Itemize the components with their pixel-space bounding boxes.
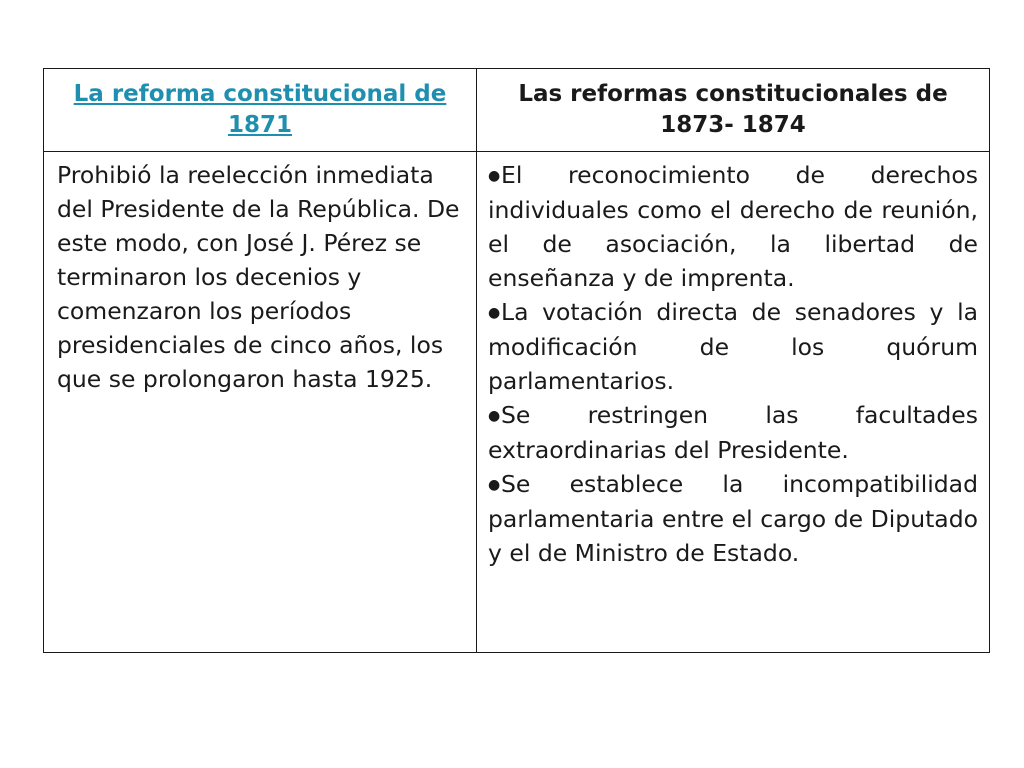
list-item [488, 158, 978, 295]
reform-1871-link[interactable]: La reforma constitucional de 1871 [73, 81, 447, 138]
header-cell-left [44, 69, 477, 152]
reform-1871-description: Prohibió la reelección inmediata del Presidente de la República. De este modo, con José J. Pérez se terminaron los decenios y comenzaron los períodos presidenciales de cinco años, los que se prolongaron hasta 1925. [57, 161, 460, 393]
body-cell-right [477, 152, 990, 653]
header-cell-right [477, 69, 990, 152]
bullet-icon: ● [488, 305, 501, 321]
bullet-icon: ● [488, 477, 501, 493]
list-item [488, 295, 978, 398]
body-row [44, 152, 990, 653]
list-item [488, 398, 978, 467]
list-item [488, 467, 978, 570]
list-item-text: El reconocimiento de derechos individuales como el derecho de reunión, el de asociación, la libertad de enseñanza y de imprenta. [488, 161, 978, 292]
reforms-table [43, 68, 990, 653]
body-cell-left [44, 152, 477, 653]
reforms-list [477, 152, 989, 570]
bullet-icon: ● [488, 408, 501, 424]
list-item-text: Se restringen las facultades extraordinarias del Presidente. [488, 401, 978, 464]
reforms-1873-1874-heading: Las reformas constitucionales de 1873- 1874 [518, 81, 948, 138]
bullet-icon: ● [488, 168, 501, 184]
list-item-text: La votación directa de senadores y la modificación de los quórum parlamentarios. [488, 298, 978, 395]
list-item-text: Se establece la incompatibilidad parlamentaria entre el cargo de Diputado y el de Ministro de Estado. [488, 470, 978, 567]
header-row [44, 69, 990, 152]
